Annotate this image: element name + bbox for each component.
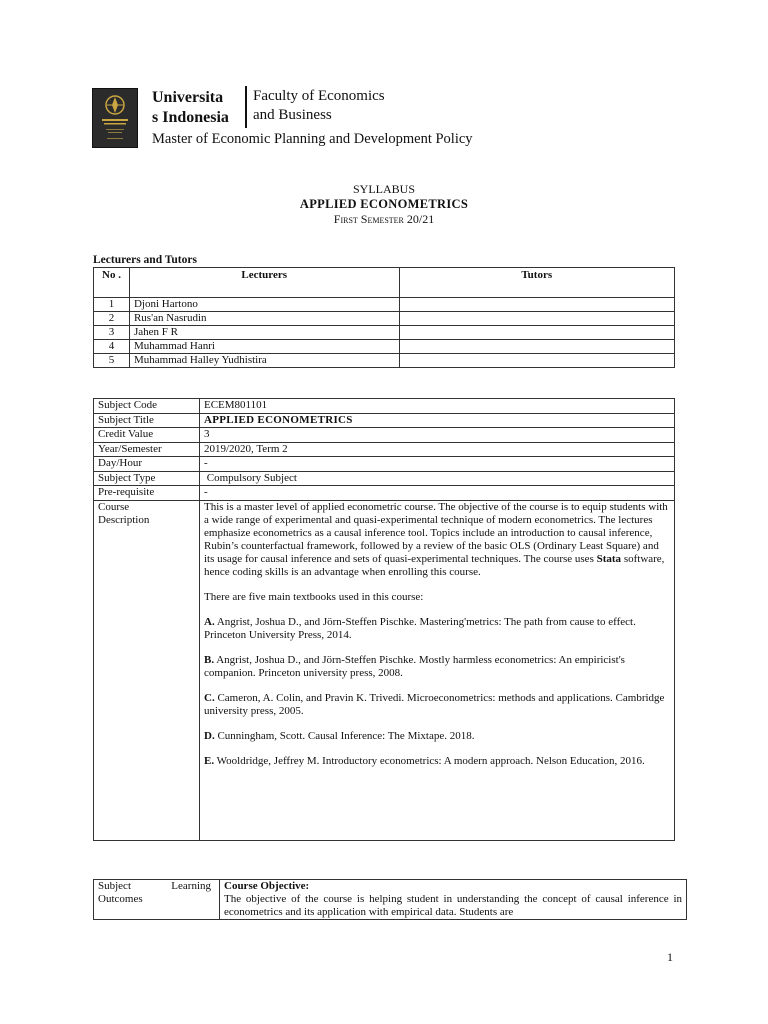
description-paragraph (204, 501, 670, 579)
page-number: 1 (667, 950, 673, 964)
subject-code-label: Subject Code (94, 399, 200, 414)
table-row (94, 428, 675, 443)
subject-title-label: Subject Title (94, 413, 200, 428)
faculty-line-1: Faculty of Economics (253, 88, 385, 104)
table-row (94, 880, 687, 920)
column-header-no: No . (94, 268, 130, 298)
textbook-item (204, 654, 670, 680)
table-row (94, 471, 675, 486)
university-crest-logo (92, 88, 138, 148)
textbook-letter: A. (204, 615, 215, 628)
table-row (94, 413, 675, 428)
course-objective-text: The objective of the course is helping student in understanding the concept of causal inference in econometrics and its application with empirical data. Students are (224, 893, 682, 918)
university-name (152, 88, 242, 128)
textbook-item (204, 730, 670, 743)
semester-label: First Semester 20/21 (333, 212, 435, 226)
description-text-end: software, hence coding skills is an advantage when enrolling this course. (204, 552, 665, 578)
textbook-citation: Angrist, Joshua D., and Jörn-Steffen Pischke. Mastering'metrics: The path from cause to effect. Princeton University Press, 2014. (204, 615, 636, 641)
lecturers-table (93, 267, 675, 368)
lecturers-heading: Lecturers and Tutors (93, 254, 197, 266)
credit-value: 3 (200, 428, 675, 443)
program-name: Master of Economic Planning and Development Policy (152, 131, 473, 147)
learning-outcomes-label: Subject Learning Outcomes (94, 880, 216, 920)
course-description-label-line-2: Description (98, 513, 150, 526)
table-row (94, 486, 675, 501)
textbook-item (204, 755, 670, 768)
lecturer-name: Jahen F R (129, 326, 399, 340)
table-row (94, 340, 675, 354)
table-row (94, 500, 675, 840)
table-row (94, 399, 675, 414)
prerequisite-label: Pre-requisite (94, 486, 200, 501)
year-semester-value: 2019/2020, Term 2 (200, 442, 675, 457)
lecturer-name: Muhammad Halley Yudhistira (129, 354, 399, 368)
subject-title-value: APPLIED ECONOMETRICS (200, 413, 675, 428)
textbook-citation: Wooldridge, Jeffrey M. Introductory econometrics: A modern approach. Nelson Education, 2016. (214, 754, 645, 767)
table-row (94, 312, 675, 326)
textbook-citation: Cameron, A. Colin, and Pravin K. Trivedi. Microeconometrics: methods and applications. Cambridge university press, 2005. (204, 691, 665, 717)
table-row (94, 354, 675, 368)
course-objective (220, 880, 687, 920)
course-title: APPLIED ECONOMETRICS (299, 197, 469, 211)
subject-code-value: ECEM801101 (200, 399, 675, 414)
row-number: 3 (94, 326, 130, 340)
textbooks-intro: There are five main textbooks used in this course: (204, 590, 424, 603)
row-number: 1 (94, 298, 130, 312)
table-row (94, 457, 675, 472)
textbook-item (204, 616, 670, 642)
subject-type-value: Compulsory Subject (200, 471, 675, 486)
description-text: This is a master level of applied econometric course. The objective of the course is to equip students with a wide range of experimental and quasi-experimental technique of modern econometrics. The lectures emphasize econometrics as a causal inference tool. Topics include an introduction to causal inference, Rubin’s counterfactual framework, followed by a review of the basic OLS (Ordinary Least Square) and its usage for causal inference and sets of quasi-experimental techniques. The course uses (204, 500, 668, 565)
faculty-name (253, 87, 423, 125)
day-hour-label: Day/Hour (94, 457, 200, 472)
tutor-name (399, 298, 675, 312)
stata-software-name: Stata (596, 552, 622, 565)
row-number: 4 (94, 340, 130, 354)
header-divider (245, 86, 247, 128)
textbook-citation: Cunningham, Scott. Causal Inference: The Mixtape. 2018. (214, 729, 475, 742)
textbook-letter: C. (204, 691, 215, 704)
faculty-line-2: and Business (253, 107, 332, 123)
university-name-line-2: s Indonesia (152, 109, 229, 126)
column-header-lecturers: Lecturers (129, 268, 399, 298)
lecturer-name: Djoni Hartono (129, 298, 399, 312)
tutor-name (399, 354, 675, 368)
table-row (94, 442, 675, 457)
course-description (200, 500, 675, 840)
lecturer-name: Rus'an Nasrudin (129, 312, 399, 326)
row-number: 5 (94, 354, 130, 368)
subject-type-label: Subject Type (94, 471, 200, 486)
textbook-letter: B. (204, 653, 215, 666)
day-hour-value: - (200, 457, 675, 472)
tutor-name (399, 312, 675, 326)
learning-outcomes-table (93, 879, 687, 920)
course-description-label (94, 500, 200, 840)
textbook-letter: D. (204, 729, 215, 742)
year-semester-label: Year/Semester (94, 442, 200, 457)
tutor-name (399, 326, 675, 340)
tutor-name (399, 340, 675, 354)
table-row (94, 298, 675, 312)
table-row (94, 326, 675, 340)
textbook-letter: E. (204, 754, 215, 767)
document-type: SYLLABUS (352, 182, 415, 196)
lecturer-name: Muhammad Hanri (129, 340, 399, 354)
course-objective-heading: Course Objective: (224, 880, 310, 892)
textbook-item (204, 692, 670, 718)
subject-info-table (93, 398, 675, 841)
course-description-label-line-1: Course (98, 500, 130, 513)
textbook-citation: Angrist, Joshua D., and Jörn-Steffen Pischke. Mostly harmless econometrics: An empiricist's companion. Princeton university press, 2008. (204, 653, 625, 679)
table-header-row (94, 268, 675, 298)
row-number: 2 (94, 312, 130, 326)
credit-value-label: Credit Value (94, 428, 200, 443)
column-header-tutors: Tutors (399, 268, 675, 298)
prerequisite-value: - (200, 486, 675, 501)
university-name-line-1: Universita (152, 89, 224, 106)
